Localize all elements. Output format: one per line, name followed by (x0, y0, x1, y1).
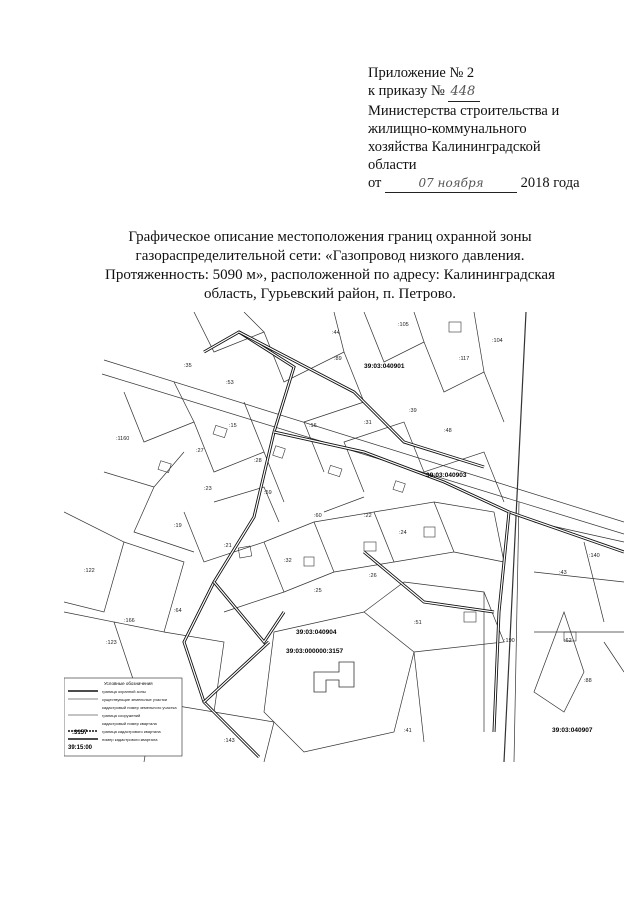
ministry-line-4: области (368, 157, 417, 173)
parcel-label: :104 (492, 338, 503, 344)
ministry-line-2: жилищно-коммунального (368, 121, 527, 137)
title-line-1: Графическое описание местоположения границ охранной зоны (128, 229, 532, 245)
parcel-label: :88 (584, 678, 592, 684)
legend-item: кадастровый номер земельного участка (102, 705, 177, 710)
parcel-label: :21 (224, 543, 232, 549)
date-line (368, 174, 608, 193)
legend-sample-number: :3157 (72, 730, 88, 736)
parcel-label: :122 (84, 568, 95, 574)
ministry-line-3: хозяйства Калининградской (368, 139, 541, 155)
parcel-label: :53 (226, 380, 234, 386)
parcel-label: :1160 (116, 436, 130, 442)
parcel-label: :22 (364, 513, 372, 519)
parcel-label: :31 (364, 420, 372, 426)
parcel-label: :41 (404, 728, 412, 734)
order-number-handwritten: 448 (448, 83, 480, 102)
parcel-label: :39 (409, 408, 417, 414)
legend-item: граница сооружений (102, 713, 141, 718)
parcel-label: :60 (314, 513, 322, 519)
legend-item: граница охранной зоны (102, 689, 146, 694)
parcel-label: :32 (284, 558, 292, 564)
order-line (368, 82, 608, 102)
parcel-label: :28 (254, 458, 262, 464)
parcel-label: :26 (369, 573, 377, 579)
title-line-4: область, Гурьевский район, п. Петрово. (204, 286, 456, 302)
parcel-label: :190 (504, 638, 515, 644)
appendix-block (368, 64, 608, 193)
document-title (90, 228, 570, 304)
parcel-label: :64 (174, 608, 182, 614)
parcel-label: :62 (564, 638, 572, 644)
parcel-label: :105 (398, 322, 409, 328)
legend-title: Условные обозначения (104, 681, 153, 686)
parcel-label: :123 (106, 640, 117, 646)
appendix-title: Приложение № 2 (368, 65, 475, 81)
quarter-label: 39:03:040907 (552, 727, 593, 734)
parcel-label: :117 (459, 356, 470, 362)
quarter-label: 39:03:040901 (364, 363, 405, 370)
parcel-label: :166 (124, 618, 135, 624)
parcel-label: :16 (309, 423, 317, 429)
quarter-label: 39:03:040903 (426, 472, 467, 479)
parcel-label: :48 (444, 428, 452, 434)
parcel-label: :27 (196, 448, 204, 454)
parcel-label: :23 (204, 486, 212, 492)
parcel-label: :140 (589, 553, 600, 559)
order-prefix: к приказу № (368, 83, 445, 99)
quarter-label: 39:03:000000:3157 (286, 648, 344, 655)
ministry-line-1: Министерства строительства и (368, 103, 560, 119)
title-line-2: газораспределительной сети: «Газопровод низкого давления. (135, 248, 525, 264)
legend-item: существующие земельные участки (102, 697, 168, 702)
parcel-label: :43 (559, 570, 567, 576)
parcel-label: :143 (224, 738, 235, 744)
parcel-label: :35 (184, 363, 192, 369)
parcel-label: :44 (332, 330, 340, 336)
parcel-label: :59 (264, 490, 272, 496)
parcel-label: :15 (229, 423, 237, 429)
title-line-3: Протяженность: 5090 м», расположенной по адресу: Калининградская (105, 267, 555, 283)
date-suffix: 2018 года (520, 175, 580, 191)
date-prefix: от (368, 175, 382, 191)
legend-item: кадастровый номер квартала (102, 721, 157, 726)
legend-item: граница кадастрового квартала (102, 729, 161, 734)
parcel-label: :24 (399, 530, 407, 536)
parcel-label: :51 (414, 620, 422, 626)
date-handwritten: 07 ноября (385, 174, 517, 193)
quarter-label: 39:03:040904 (296, 629, 337, 636)
parcel-label: :89 (334, 356, 342, 362)
legend-item: номер кадастрового квартала (102, 737, 158, 742)
parcel-label: :19 (174, 523, 182, 529)
legend-sample-quarter: 39:15:00 (68, 745, 93, 751)
parcel-label: :25 (314, 588, 322, 594)
map-legend (64, 678, 182, 756)
cadastral-map (64, 312, 624, 762)
